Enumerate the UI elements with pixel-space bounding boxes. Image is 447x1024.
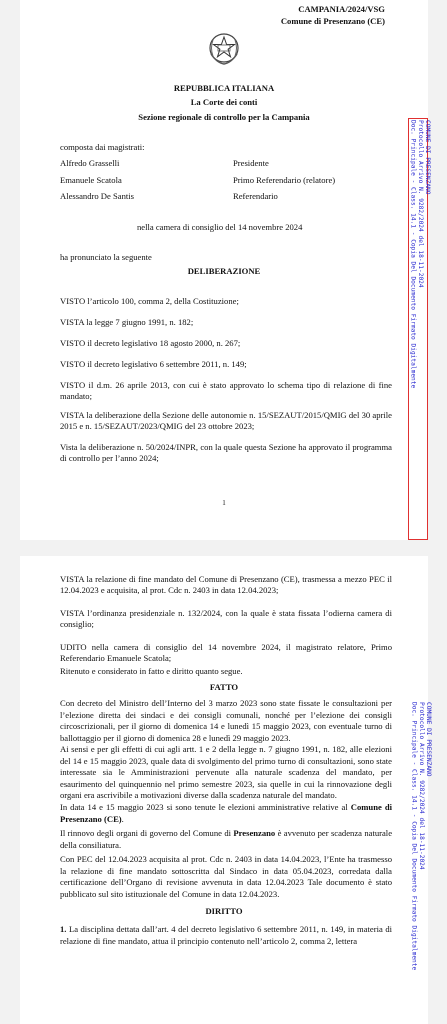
document-page-1 bbox=[20, 0, 432, 540]
magistrato-name: Alessandro De Santis bbox=[60, 191, 134, 201]
title-repubblica: REPUBBLICA ITALIANA bbox=[173, 83, 275, 93]
title-corte: La Corte dei conti bbox=[190, 97, 258, 107]
diritto-title: DIRITTO bbox=[205, 906, 243, 916]
fatto-paragraph: Con PEC del 12.04.2023 acquisita al prot. Cdc n. 2403 in data 14.04.2023, l’Ente ha trasmesso la relazione di fine mandato sottoscritta dal Sindaco in data 05.04.2023, corredata dalla certificazione dell’Organo di revisione avvenuta in data 12.04.2023 Tale documento è stato pubblicato sul sito istituzionale del Comune in data 12.04.2023. bbox=[60, 854, 392, 899]
deliberazione-title: DELIBERAZIONE bbox=[187, 266, 261, 276]
magistrato-name: Alfredo Grasselli bbox=[60, 158, 120, 168]
protocol-stamp-text: COMUNE DI PRESENZANO Protocollo Arrivo N. 9282/2024 del 18-11-2024 Doc. Principale - Class. 14.1 - Copia Del Documento Firmato Digitalmente bbox=[410, 702, 433, 971]
magistrato-role: Primo Referendario (relatore) bbox=[233, 175, 336, 185]
doc-comune: Comune di Presenzano (CE) bbox=[280, 16, 385, 26]
page-number: 1 bbox=[222, 499, 226, 507]
fatto-paragraph: Con decreto del Ministro dell’Interno del 3 marzo 2023 sono state fissate le consultazioni per l’elezione diretta dei sindaci e dei consigli comunali, nonché per l’elezione dei consigli circoscrizionali, per il giorno di domenica 14 e lunedì 15 maggio 2023, con eventuale turno di ballottaggio per il giorno di domenica 28 e lunedì 29 maggio 2023. bbox=[60, 698, 392, 743]
paragraph: VISTA la relazione di fine mandato del Comune di Presenzano (CE), trasmessa a mezzo PEC il 12.04.2023 e acquisita, al prot. Cdc n. 2403 in data 12.04.2023; bbox=[60, 574, 392, 595]
paragraph: VISTA l’ordinanza presidenziale n. 132/2024, con la quale è stata fissata l’odierna camera di consiglio; bbox=[60, 608, 392, 629]
fatto-paragraph: Il rinnovo degli organi di governo del Comune di Presenzano è avvenuto per scadenza naturale della consiliatura. bbox=[60, 828, 393, 850]
visto-item: VISTA la deliberazione della Sezione delle autonomie n. 15/SEZAUT/2015/QMIG del 30 aprile 2015 e n. 15/SEZAUT/2023/QMIG del 23 ottobre 2023; bbox=[60, 410, 392, 431]
doc-code: CAMPANIA/2024/VSG bbox=[298, 4, 385, 14]
fatto-paragraph: In data 14 e 15 maggio 2023 si sono tenute le elezioni amministrative relative al Comune di Presenzano (CE). bbox=[60, 802, 392, 824]
title-sezione: Sezione regionale di controllo per la Campania bbox=[138, 112, 310, 122]
camera-consiglio: nella camera di consiglio del 14 novembre 2024 bbox=[137, 222, 303, 232]
pronunciato: ha pronunciato la seguente bbox=[60, 252, 152, 262]
italian-emblem-icon bbox=[207, 30, 241, 66]
visto-item: VISTO il d.m. 26 aprile 2013, con cui è stato approvato lo schema tipo di relazione di fine mandato; bbox=[60, 380, 392, 401]
visto-item: Vista la deliberazione n. 50/2024/INPR, con la quale questa Sezione ha approvato il programma di controllo per l’anno 2024; bbox=[60, 442, 392, 463]
paragraph: UDITO nella camera di consiglio del 14 novembre 2024, il magistrato relatore, Primo Referendario Emanuele Scatola; bbox=[60, 642, 392, 663]
fatto-paragraph: Ai sensi e per gli effetti di cui agli artt. 1 e 2 della legge n. 7 giugno 1991, n. 182, alle elezioni del 14 e 15 maggio 2023, quale data di svolgimento del primo turno di consultazioni, sono state interessate sia le Amministrazioni pervenute alla naturale scadenza del mandato, per esaurimento del quinquennio nel primo semestre 2023, sia quelle in cui la rinnovazione degli organi era ascrivibile a motivazioni diverse dalla scadenza naturale del mandato. bbox=[60, 744, 392, 800]
protocol-stamp-text: COMUNE DI PRESENZANO Protocollo Arrivo N. 9282/2024 del 18-11-2024 Doc. Principale - Class. 14.1 - Copia Del Documento Firmato Digitalmente bbox=[409, 120, 432, 389]
visto-item: VISTA la legge 7 giugno 1991, n. 182; bbox=[60, 317, 194, 327]
document-page-2 bbox=[20, 556, 433, 1024]
magistrati-intro: composta dai magistrati: bbox=[60, 142, 145, 152]
magistrato-name: Emanuele Scatola bbox=[60, 175, 122, 185]
visto-item: VISTO l’articolo 100, comma 2, della Costituzione; bbox=[60, 296, 239, 306]
magistrato-role: Presidente bbox=[233, 158, 269, 168]
magistrato-role: Referendario bbox=[233, 191, 278, 201]
paragraph: Ritenuto e considerato in fatto e diritto quanto segue. bbox=[60, 666, 243, 676]
fatto-title: FATTO bbox=[209, 682, 239, 692]
visto-item: VISTO il decreto legislativo 6 settembre 2011, n. 149; bbox=[60, 359, 247, 369]
diritto-paragraph: 1. La disciplina dettata dall’art. 4 del decreto legislativo 6 settembre 2011, n. 149, in materia di relazione di fine mandato, attua il principio contenuto nell’articolo 2, comma 2, lettera bbox=[60, 924, 392, 946]
visto-item: VISTO il decreto legislativo 18 agosto 2000, n. 267; bbox=[60, 338, 241, 348]
